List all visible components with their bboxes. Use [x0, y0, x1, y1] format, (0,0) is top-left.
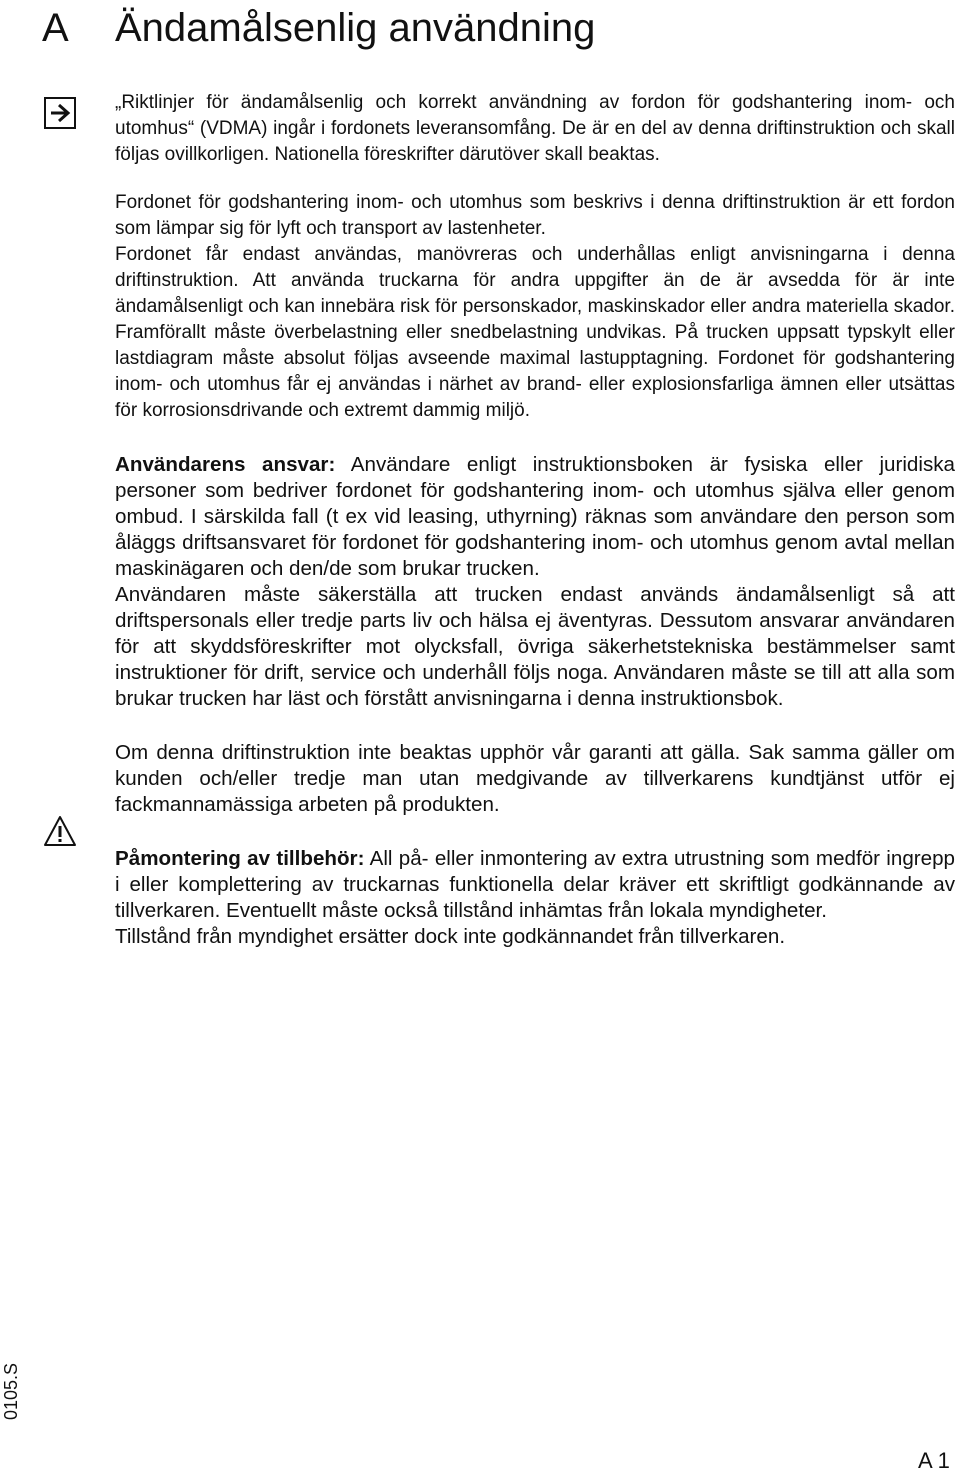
section-heading [0, 0, 960, 60]
purpose-paragraph: Fordonet för godshantering inom- och utomhus som beskrivs i denna driftinstruktion är ett fordon som lämpar sig för lyft och transport av lastenheter. [115, 192, 955, 239]
responsibility-paragraph [115, 452, 955, 582]
usage-paragraph: Fordonet får endast användas, manövreras och underhållas enligt anvisningarna i denna driftinstruktion. Att använda truckarna för andra uppgifter än de är avsedda för är inte ändamålsenligt och kan innebära risk för personskador, maskinskador eller andra materiella skador. Framförallt måste överbelastning eller snedbelastning undvikas. På trucken uppsatt typskylt eller lastdiagram måste absolut följas avseende maximal lastupptagning. Fordonet för godshantering inom- och utomhus får ej användas i närhet av brand- eller explosionsfarliga ämnen eller utsättas för korrosionsdrivande och extremt dammig miljö. [115, 244, 955, 421]
section-letter: A [42, 6, 69, 50]
obligation-paragraph: Användaren måste säkerställa att trucken endast används ändamålsenligt så att driftspersonals eller tredje parts liv och hälsa ej äventyras. Dessutom ansvarar användaren för att skyddsföreskrifter mot olycksfall, övriga säkerhetstekniska bestämmelser samt instruktioner för drift, service och underhåll följs noga. Användaren måste se till att alla som brukar trucken har läst och förstått anvisningarna i denna instruktionsbok. [115, 583, 955, 710]
accessories-text: All på- eller inmontering av extra utrustning som medför ingrepp i eller komplettering av truckarnas funktionella delar kräver ett skriftligt godkännande av tillverkaren. Eventuellt måste också tillstånd inhämtas från lokala myndigheter. [115, 847, 955, 922]
warning-triangle-icon [43, 815, 77, 847]
page-number: A 1 [918, 1448, 950, 1473]
arrow-right-icon [44, 97, 76, 129]
warranty-paragraph: Om denna driftinstruktion inte beaktas upphör vår garanti att gälla. Sak samma gäller om kunden och/eller tredje man utan medgivande av tillverkarens kundtjänst utför ej fackmannamässiga arbeten på produkten. [115, 741, 955, 816]
responsibility-label: Användarens ansvar: [115, 453, 336, 476]
intro-paragraph: „Riktlinjer för ändamålsenlig och korrekt användning av fordon för godshantering inom- och utomhus“ (VDMA) ingår i fordonets leveransomfång. De är en del av denna driftinstruktion och skall följas ovillkorligen. Nationella föreskrifter därutöver skall beaktas. [115, 92, 955, 165]
document-code: 0105.S [1, 1362, 21, 1420]
accessories-paragraph [115, 846, 955, 924]
authority-paragraph: Tillstånd från myndighet ersätter dock inte godkännandet från tillverkaren. [115, 925, 786, 948]
responsibility-text: Användare enligt instruktionsboken är fysiska eller juridiska personer som bedriver fordonet för godshantering inom- och utomhus själva eller genom ombud. I särskilda fall (t ex vid leasing, uthyrning) räknas som användare den person som åläggs driftsansvaret för fordonet för godshantering inom- och utomhus genom avtal mellan maskinägaren och den/de som brukar trucken. [115, 453, 955, 580]
accessories-label: Påmontering av tillbehör: [115, 847, 365, 870]
page-title: Ändamålsenlig användning [115, 6, 596, 50]
page-body [115, 90, 955, 950]
